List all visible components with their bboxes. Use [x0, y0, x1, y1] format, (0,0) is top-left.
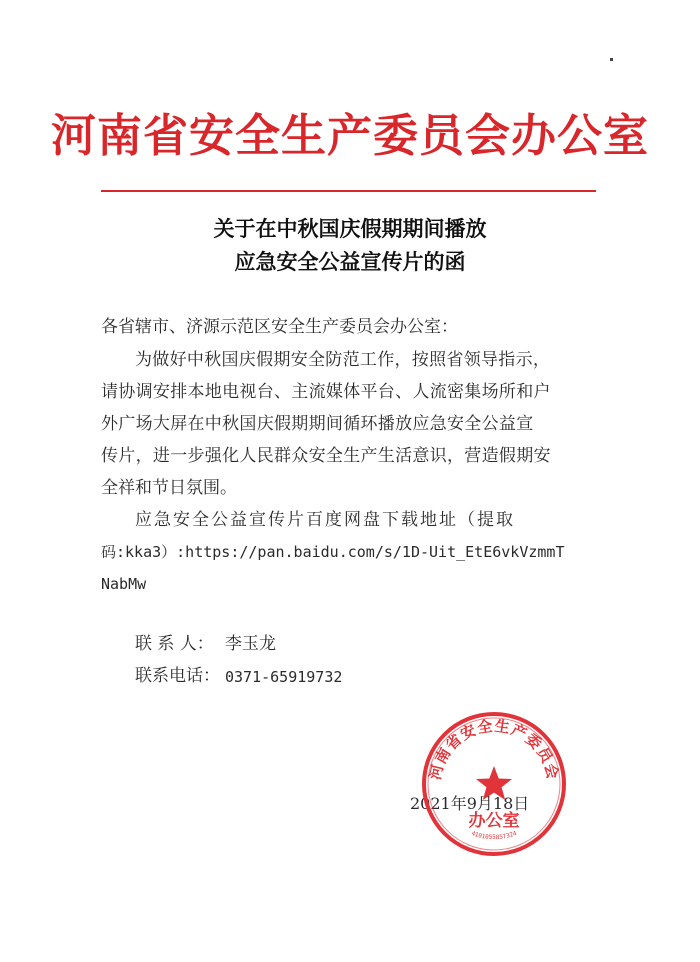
document-title-line-2: 应急安全公益宣传片的函 — [234, 249, 466, 274]
signature-date: 2021年9月18日 — [410, 794, 530, 813]
download-link-line[interactable]: NabMw — [101, 575, 147, 593]
paragraph-line: 请协调安排本地电视台、主流媒体平台、人流密集场所和户 — [101, 382, 551, 402]
salutation: 各省辖市、济源示范区安全生产委员会办公室： — [101, 317, 458, 337]
contact-phone-label: 联系电话： — [135, 666, 220, 686]
contact-person-name: 李玉龙 — [225, 634, 276, 654]
letterhead-title: 河南省安全生产委员会办公室 — [50, 109, 649, 162]
seal-center-text: 办公室 — [468, 811, 520, 831]
seal-arc-text: 河南省安全生产委员会 — [425, 716, 563, 782]
seal-code: 4101055857324 — [470, 829, 518, 842]
seal-graphic — [421, 711, 567, 857]
letterhead-divider — [101, 190, 596, 192]
scan-mark — [610, 58, 613, 61]
svg-text:4101055857324 — [470, 830, 518, 841]
paragraph-line: 应急安全公益宣传片百度网盘下载地址（提取 — [135, 510, 515, 530]
paragraph-line: 为做好中秋国庆假期安全防范工作，按照省领导指示， — [135, 350, 551, 370]
official-seal — [421, 711, 567, 857]
document-title-line-1: 关于在中秋国庆假期期间播放 — [213, 216, 487, 241]
contact-phone: 0371-65919732 — [225, 668, 343, 686]
download-link-line[interactable]: 码:kka3）:https://pan.baidu.com/s/1D-Uit_EtE6vkVzmmT — [101, 543, 565, 561]
contact-person-label: 联 系 人： — [135, 634, 214, 654]
paragraph-line: 外广场大屏在中秋国庆假期期间循环播放应急安全公益宣 — [101, 414, 534, 434]
seal-star-icon — [476, 766, 512, 800]
paragraph-line: 传片，进一步强化人民群众安全生产生活意识，营造假期安 — [101, 446, 551, 466]
paragraph-line: 全祥和节日氛围。 — [101, 478, 237, 498]
